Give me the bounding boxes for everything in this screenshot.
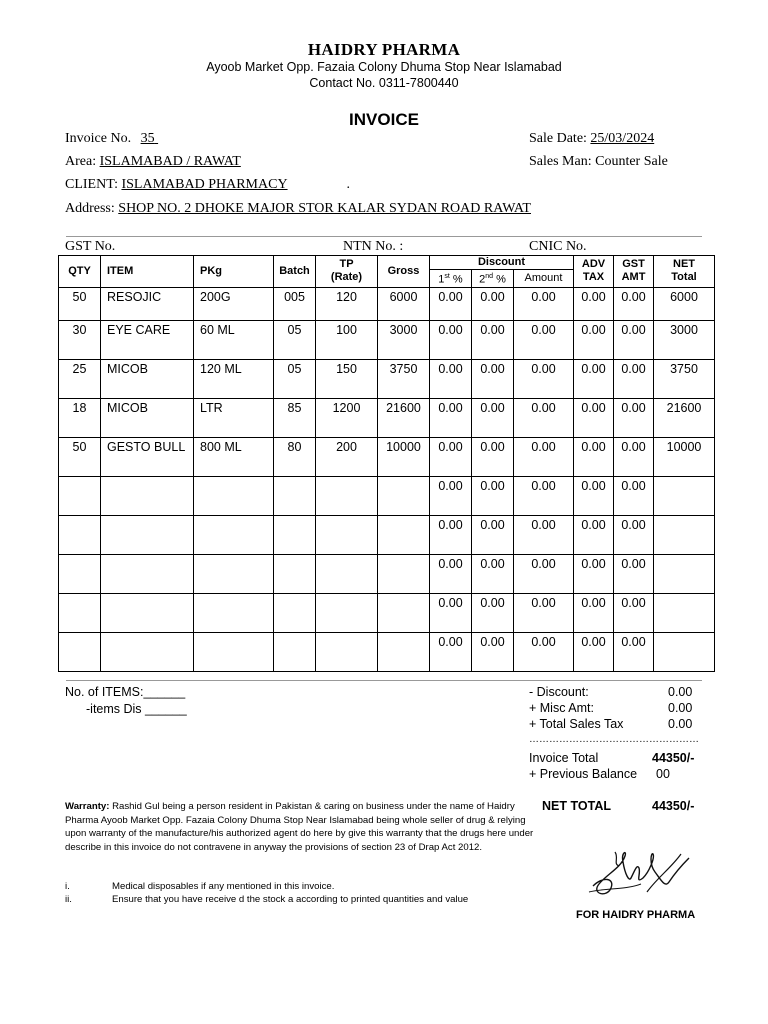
cnic-label: CNIC No. (529, 239, 587, 254)
cell-gst-amt: 0.00 (614, 398, 654, 437)
cell-pkg (194, 593, 274, 632)
cell-tp: 120 (316, 287, 378, 320)
header-tp: TP (Rate) (316, 256, 378, 288)
cell-tp (316, 515, 378, 554)
for-company-label: FOR HAIDRY PHARMA (576, 909, 696, 921)
area-label: Area: (65, 154, 97, 169)
cell-batch: 005 (274, 287, 316, 320)
cell-item: GESTO BULL (101, 437, 194, 476)
cell-discount-1: 0.00 (430, 476, 472, 515)
table-row (59, 476, 715, 515)
header-item: ITEM (101, 256, 194, 288)
address-label: Address: (65, 201, 115, 216)
cell-qty (59, 554, 101, 593)
table-row (59, 593, 715, 632)
cell-item: EYE CARE (101, 320, 194, 359)
cell-net-total: 10000 (654, 437, 715, 476)
sale-date-value: 25/03/2024 (590, 131, 655, 146)
table-row (59, 359, 715, 398)
cell-qty (59, 632, 101, 671)
cell-adv-tax: 0.00 (574, 476, 614, 515)
cell-net-total: 3000 (654, 320, 715, 359)
cell-adv-tax: 0.00 (574, 554, 614, 593)
net-total-label: NET TOTAL (542, 799, 611, 813)
table-row (59, 320, 715, 359)
cell-gst-amt: 0.00 (614, 437, 654, 476)
cell-discount-amount: 0.00 (514, 287, 574, 320)
sales-tax-value: 0.00 (668, 717, 693, 731)
cell-qty (59, 515, 101, 554)
cell-pkg: 120 ML (194, 359, 274, 398)
cell-discount-1: 0.00 (430, 632, 472, 671)
cell-discount-2: 0.00 (472, 398, 514, 437)
net-total-value: 44350/- (652, 799, 695, 813)
header-discount-1st: 1st % (430, 270, 472, 288)
cell-net-total: 6000 (654, 287, 715, 320)
cell-discount-1: 0.00 (430, 554, 472, 593)
cell-batch: 80 (274, 437, 316, 476)
cell-net-total (654, 515, 715, 554)
invoice-number-field (65, 131, 158, 147)
discount-label: - Discount: (529, 685, 589, 699)
cell-qty: 30 (59, 320, 101, 359)
warranty-paragraph (65, 800, 535, 854)
cell-item: MICOB (101, 359, 194, 398)
invoice-number-label: Invoice No. (65, 131, 132, 146)
cell-qty: 18 (59, 398, 101, 437)
cell-adv-tax: 0.00 (574, 515, 614, 554)
cell-pkg: 200G (194, 287, 274, 320)
table-row (59, 632, 715, 671)
cell-adv-tax: 0.00 (574, 632, 614, 671)
cell-batch: 85 (274, 398, 316, 437)
sales-tax-label: + Total Sales Tax (529, 717, 624, 731)
cell-qty (59, 593, 101, 632)
cell-net-total (654, 632, 715, 671)
cell-discount-1: 0.00 (430, 593, 472, 632)
table-row (59, 554, 715, 593)
table-row (59, 437, 715, 476)
table-row (59, 515, 715, 554)
cell-net-total: 3750 (654, 359, 715, 398)
cell-pkg: 800 ML (194, 437, 274, 476)
header-tp-sub: (Rate) (330, 271, 363, 284)
cell-tp: 200 (316, 437, 378, 476)
ntn-label: NTN No. : (343, 239, 404, 254)
header-qty: QTY (59, 256, 101, 288)
cell-batch (274, 554, 316, 593)
cell-discount-2: 0.00 (472, 593, 514, 632)
warranty-text: Rashid Gul being a person resident in Pakistan & caring on business under the name of Haidry Pharma Ayoob Market Opp. Fazaia Colony Dhuma Stop Near Islamabad being whole seller of drug & relying upon warranty of the manufacture/his authorized agent do here by give this warranty that the drugs here under describe in this invoice do not contravene in anyway the provisions of section 23 of Drap Act 2012. (65, 801, 534, 853)
cell-tp: 150 (316, 359, 378, 398)
cell-batch (274, 632, 316, 671)
cell-pkg (194, 632, 274, 671)
previous-balance-value: 00 (656, 767, 670, 781)
cell-net-total (654, 554, 715, 593)
cell-discount-1: 0.00 (430, 320, 472, 359)
cell-item: RESOJIC (101, 287, 194, 320)
sale-date-field (529, 131, 654, 147)
cell-item: MICOB (101, 398, 194, 437)
cell-batch (274, 593, 316, 632)
cell-qty: 25 (59, 359, 101, 398)
company-contact: Contact No. 0311-7800440 (309, 76, 459, 90)
cell-discount-1: 0.00 (430, 287, 472, 320)
invoice-number-value: 35 (140, 131, 155, 146)
cell-gross (378, 632, 430, 671)
cell-gst-amt: 0.00 (614, 554, 654, 593)
cell-discount-2: 0.00 (472, 632, 514, 671)
table-row (59, 398, 715, 437)
cell-pkg: 60 ML (194, 320, 274, 359)
dotted-separator: …………………………………………… (529, 734, 699, 745)
note-number: i. (65, 881, 70, 892)
cell-item (101, 476, 194, 515)
previous-balance-label: + Previous Balance (529, 767, 638, 781)
cell-discount-amount: 0.00 (514, 593, 574, 632)
client-suffix: . (346, 177, 350, 192)
cell-gross: 3750 (378, 359, 430, 398)
cell-discount-1: 0.00 (430, 398, 472, 437)
cell-gross (378, 476, 430, 515)
top-divider (66, 236, 702, 237)
cell-batch: 05 (274, 359, 316, 398)
company-name: HAIDRY PHARMA (307, 40, 461, 59)
cell-discount-2: 0.00 (472, 515, 514, 554)
cell-net-total: 21600 (654, 398, 715, 437)
cell-discount-2: 0.00 (472, 554, 514, 593)
warranty-label: Warranty: (65, 801, 110, 812)
cell-gst-amt: 0.00 (614, 287, 654, 320)
cell-discount-1: 0.00 (430, 359, 472, 398)
header-net-total: NET Total (654, 256, 715, 288)
cell-discount-amount: 0.00 (514, 359, 574, 398)
items-count-label: No. of ITEMS:______ (65, 685, 186, 699)
cell-gst-amt: 0.00 (614, 632, 654, 671)
invoice-total-label: Invoice Total (529, 751, 599, 765)
gst-label: GST No. (65, 239, 116, 254)
cell-item (101, 515, 194, 554)
cell-tp (316, 632, 378, 671)
cell-discount-1: 0.00 (430, 515, 472, 554)
cell-discount-amount: 0.00 (514, 398, 574, 437)
items-dis-label: -items Dis ______ (86, 702, 187, 716)
sale-date-label: Sale Date: (529, 131, 587, 146)
cell-gst-amt: 0.00 (614, 320, 654, 359)
cell-discount-2: 0.00 (472, 287, 514, 320)
bottom-divider (66, 680, 702, 681)
items-table (58, 255, 715, 672)
note-text: Medical disposables if any mentioned in this invoice. (112, 881, 335, 892)
cell-gross (378, 554, 430, 593)
invoice-title: INVOICE (349, 110, 419, 129)
cell-discount-1: 0.00 (430, 437, 472, 476)
cell-tp (316, 554, 378, 593)
area-field (65, 154, 347, 170)
cell-batch (274, 515, 316, 554)
invoice-total-value: 44350/- (652, 751, 695, 765)
cell-adv-tax: 0.00 (574, 320, 614, 359)
cell-item (101, 554, 194, 593)
cell-tp (316, 476, 378, 515)
cell-qty: 50 (59, 437, 101, 476)
salesman-label: Sales Man: (529, 154, 592, 169)
cell-pkg (194, 554, 274, 593)
cell-gst-amt: 0.00 (614, 359, 654, 398)
address-value: SHOP NO. 2 DHOKE MAJOR STOR KALAR SYDAN ROAD RAWAT (118, 201, 531, 216)
cell-discount-2: 0.00 (472, 476, 514, 515)
note-text: Ensure that you have receive d the stock a according to printed quantities and value (112, 894, 469, 905)
cell-qty (59, 476, 101, 515)
cell-discount-amount: 0.00 (514, 515, 574, 554)
cell-gross (378, 515, 430, 554)
note-number: ii. (65, 894, 72, 905)
cell-adv-tax: 0.00 (574, 359, 614, 398)
header-discount-2nd: 2nd % (472, 270, 514, 288)
client-value: ISLAMABAD PHARMACY (121, 177, 288, 192)
cell-pkg (194, 476, 274, 515)
table-row (59, 287, 715, 320)
cell-gst-amt: 0.00 (614, 476, 654, 515)
cell-gross: 6000 (378, 287, 430, 320)
cell-gross (378, 593, 430, 632)
cell-net-total (654, 476, 715, 515)
cell-adv-tax: 0.00 (574, 437, 614, 476)
cell-tp: 100 (316, 320, 378, 359)
cell-tp (316, 593, 378, 632)
cell-net-total (654, 593, 715, 632)
area-value: ISLAMABAD / RAWAT (99, 154, 241, 169)
cell-adv-tax: 0.00 (574, 593, 614, 632)
cell-discount-amount: 0.00 (514, 632, 574, 671)
cell-item (101, 632, 194, 671)
misc-amount-value: 0.00 (668, 701, 693, 715)
signature-image (585, 848, 695, 908)
cell-gross: 10000 (378, 437, 430, 476)
cell-batch (274, 476, 316, 515)
header-batch: Batch (274, 256, 316, 288)
cell-batch: 05 (274, 320, 316, 359)
salesman-value: Counter Sale (595, 154, 668, 169)
client-field (65, 177, 350, 193)
cell-gross: 3000 (378, 320, 430, 359)
cell-discount-amount: 0.00 (514, 437, 574, 476)
misc-amount-label: + Misc Amt: (529, 701, 594, 715)
cell-adv-tax: 0.00 (574, 287, 614, 320)
cell-discount-amount: 0.00 (514, 320, 574, 359)
cell-adv-tax: 0.00 (574, 398, 614, 437)
company-address: Ayoob Market Opp. Fazaia Colony Dhuma Stop Near Islamabad (206, 60, 562, 74)
cell-tp: 1200 (316, 398, 378, 437)
client-label: CLIENT: (65, 177, 118, 192)
cell-discount-amount: 0.00 (514, 476, 574, 515)
cell-discount-2: 0.00 (472, 437, 514, 476)
cell-gross: 21600 (378, 398, 430, 437)
cell-gst-amt: 0.00 (614, 593, 654, 632)
header-discount-amount: Amount (514, 270, 574, 288)
cell-pkg: LTR (194, 398, 274, 437)
header-gst-amt: GST AMT (614, 256, 654, 288)
cell-pkg (194, 515, 274, 554)
cell-qty: 50 (59, 287, 101, 320)
header-gross: Gross (378, 256, 430, 288)
header-adv-tax: ADV TAX (574, 256, 614, 288)
cell-discount-amount: 0.00 (514, 554, 574, 593)
cell-item (101, 593, 194, 632)
cell-discount-2: 0.00 (472, 359, 514, 398)
header-pkg: PKg (194, 256, 274, 288)
header-discount: Discount (430, 256, 574, 270)
salesman-field (529, 154, 668, 170)
address-field (65, 201, 531, 217)
discount-value: 0.00 (668, 685, 693, 699)
cell-discount-2: 0.00 (472, 320, 514, 359)
cell-gst-amt: 0.00 (614, 515, 654, 554)
